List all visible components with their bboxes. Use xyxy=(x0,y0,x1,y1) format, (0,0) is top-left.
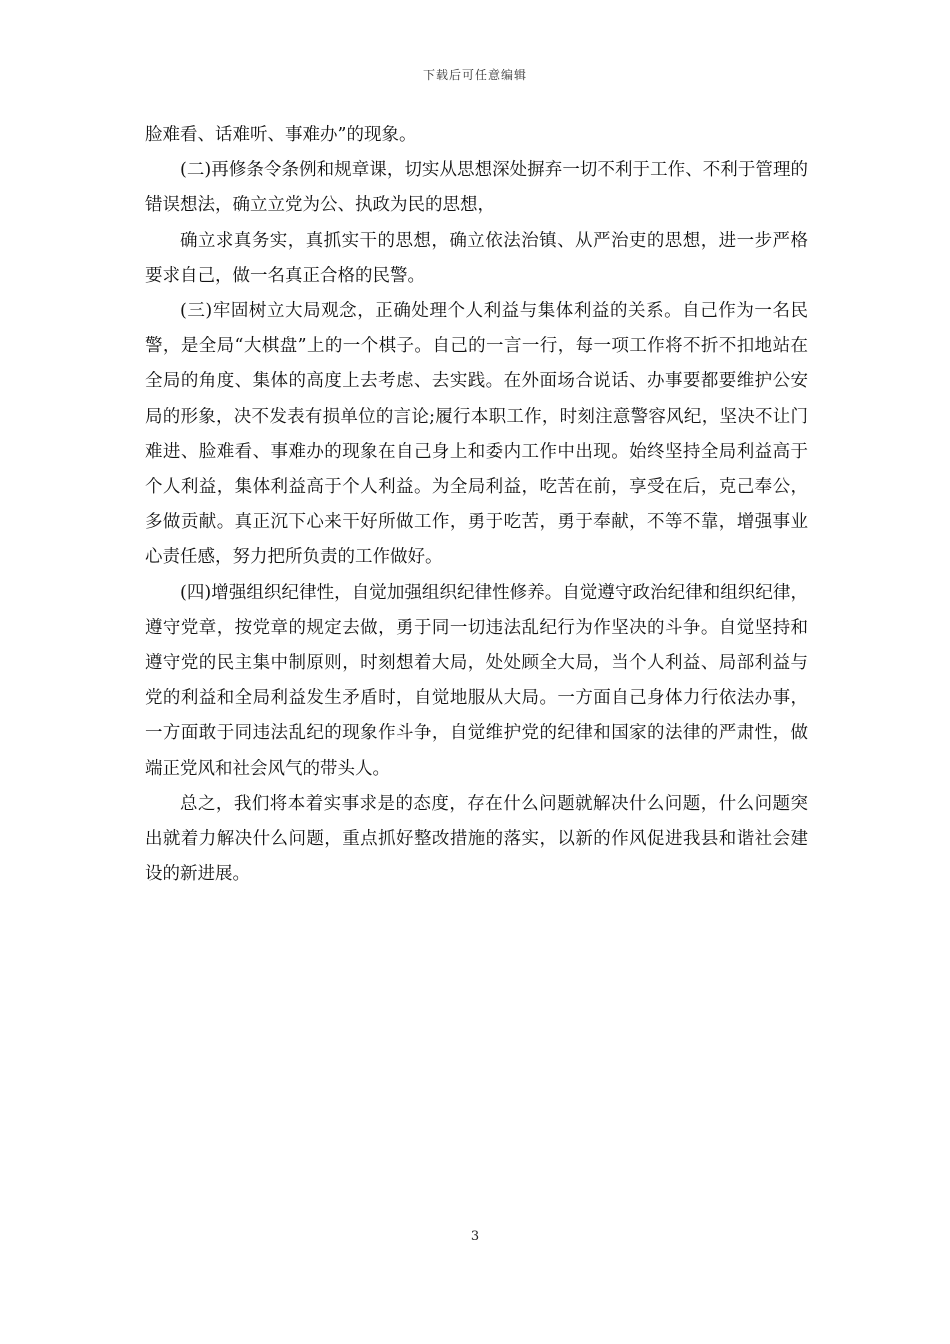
document-body xyxy=(145,118,808,892)
paragraph-1: 脸难看、话难听、事难办”的现象。 xyxy=(145,125,417,145)
paragraph-4: (三)牢固树立大局观念，正确处理个人利益与集体利益的关系。自己作为一名民警，是全局“大棋盘”上的一个棋子。自己的一言一行，每一项工作将不折不扣地站在全局的角度、集体的高度上去考虑、去实践。在外面场合说话、办事要都要维护公安局的形象，决不发表有损单位的言论;履行本职工作，时刻注意警容风纪，坚决不让门难进、脸难看、事难办的现象在自己身上和委内工作中出现。始终坚持全局利益高于个人利益，集体利益高于个人利益。为全局利益，吃苦在前，享受在后，克己奉公，多做贡献。真正沉下心来干好所做工作，勇于吃苦，勇于奉献，不等不靠，增强事业心责任感，努力把所负责的工作做好。 xyxy=(145,301,808,568)
paragraph-3: 确立求真务实，真抓实干的思想，确立依法治镇、从严治吏的思想，进一步严格要求自己，做一名真正合格的民警。 xyxy=(145,230,808,286)
paragraph-2: (二)再修条令条例和规章课，切实从思想深处摒弃一切不利于工作、不利于管理的错误想法，确立立党为公、执政为民的思想， xyxy=(145,160,808,216)
page-header: 下载后可任意编辑 xyxy=(422,68,527,82)
paragraph-5: (四)增强组织纪律性，自觉加强组织纪律性修养。自觉遵守政治纪律和组织纪律，遵守党章，按党章的规定去做，勇于同一切违法乱纪行为作坚决的斗争。自觉坚持和遵守党的民主集中制原则，时刻想着大局，处处顾全大局，当个人利益、局部利益与党的利益和全局利益发生矛盾时，自觉地服从大局。一方面自己身体力行依法办事，一方面敢于同违法乱纪的现象作斗争，自觉维护党的纪律和国家的法律的严肃性，做端正党风和社会风气的带头人。 xyxy=(145,582,808,779)
page-number: 3 xyxy=(470,1229,480,1244)
paragraph-6: 总之，我们将本着实事求是的态度，存在什么问题就解决什么问题，什么问题突出就着力解决什么问题，重点抓好整改措施的落实，以新的作风促进我县和谐社会建设的新进展。 xyxy=(145,793,808,885)
